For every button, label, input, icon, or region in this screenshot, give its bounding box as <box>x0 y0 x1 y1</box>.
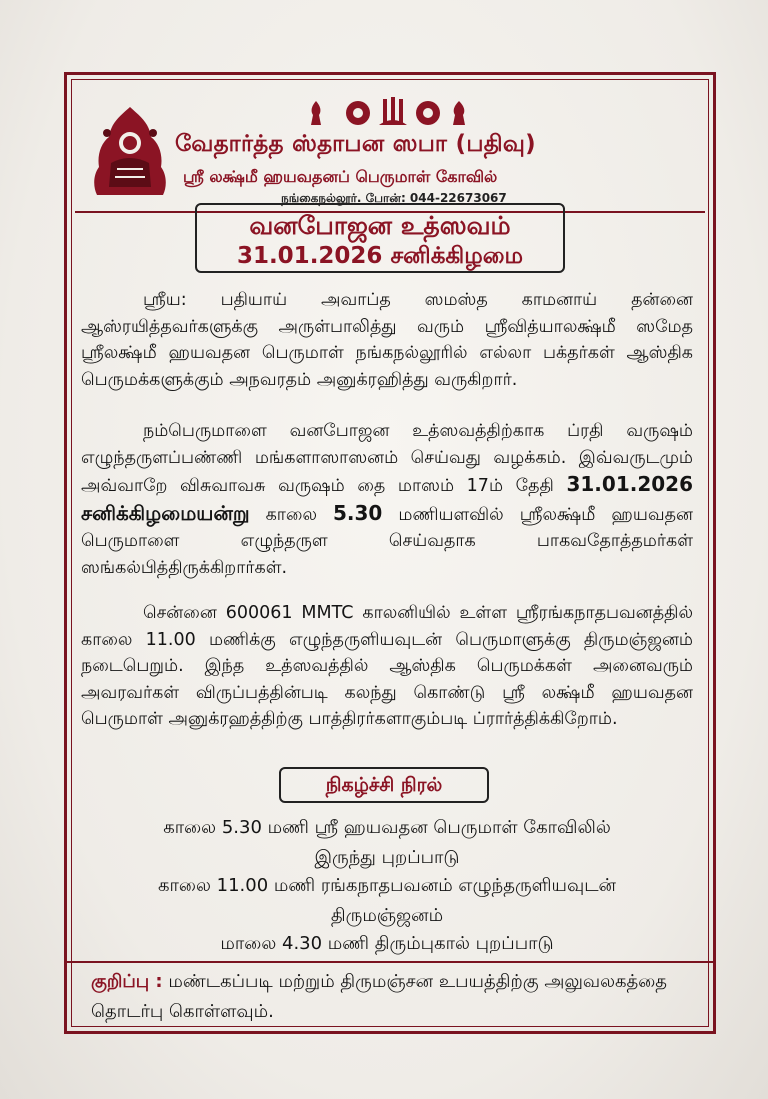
body-paragraph-2 <box>81 418 693 581</box>
event-title: வனபோஜன உத்ஸவம் <box>249 211 511 240</box>
programme-item-2-line-2: திருமஞ்ஜனம் <box>330 905 444 926</box>
header <box>75 87 705 207</box>
programme-item-2 <box>81 871 693 931</box>
para2-date: 31.01.2026 சனிக்கிழமையன்று <box>81 472 693 525</box>
programme-item-2-line-1: காலை 11.00 மணி ரங்கநாதபவனம் எழுந்தருளியவுடன் <box>158 875 616 896</box>
deity-emblem-icon <box>89 103 171 199</box>
address-phone: நங்கைநல்லூர். போன்: 044-22673067 <box>281 191 507 205</box>
programme-item-1-line-2: இருந்து புறப்பாடு <box>314 847 460 868</box>
para2-time: 5.30 <box>333 500 383 525</box>
sacred-symbols-icon <box>303 95 473 129</box>
note <box>91 967 691 1027</box>
note-text: மண்டகப்படி மற்றும் திருமஞ்சன உபயத்திற்கு அலுவலகத்தை தொடர்பு கொள்ளவும். <box>91 971 668 1022</box>
event-date: 31.01.2026 சனிக்கிழமை <box>236 243 524 269</box>
programme-item-1-line-1: காலை 5.30 மணி ஸ்ரீ ஹயவதன பெருமாள் கோவிலில் <box>163 817 611 838</box>
para2-text-c: மணியளவில் ஸ்ரீலக்ஷ்மீ ஹயவதன பெருமாளை எழுந்தருள செய்வதாக பாகவதோத்தமர்கள் ஸங்கல்பித்திருக்கிறார்கள். <box>81 504 693 578</box>
note-label: குறிப்பு : <box>91 971 163 992</box>
para2-text-b: காலை <box>265 504 317 525</box>
note-divider <box>67 961 713 963</box>
para2-text-a: நம்பெருமாளை வனபோஜன உத்ஸவத்திற்காக ப்ரதி வருஷம் எழுந்தருளப்பண்ணி மங்களாஸாஸனம் செய்வது வழக்கம். இவ்வருடமும் அவ்வாறே விசுவாவசு வருஷம் தை மாஸம் 17ம் தேதி <box>81 421 693 496</box>
programme-item-1 <box>81 813 693 873</box>
programme-item-3: மாலை 4.30 மணி திரும்புகால் புறப்பாடு <box>220 933 554 954</box>
event-title-box <box>195 203 565 273</box>
organization-name: வேதார்த்த ஸ்தாபன ஸபா (பதிவு) <box>175 131 536 157</box>
programme-title: நிகழ்ச்சி நிரல் <box>279 767 489 803</box>
body-paragraph-3: சென்னை 600061 MMTC காலனியில் உள்ள ஸ்ரீரங்கநாதபவனத்தில் காலை 11.00 மணிக்கு எழுந்தருளியவுடன் பெருமாளுக்கு திருமஞ்ஜனம் நடைபெறும். இந்த உத்ஸவத்தில் ஆஸ்திக பெருமக்கள் அனைவரும் அவரவர்கள் விருப்பத்தின்படி கலந்து கொண்டு ஸ்ரீ லக்ஷ்மீ ஹயவதன பெருமாள் அனுக்ரஹத்திற்கு பாத்திரர்களாகும்படி ப்ரார்த்திக்கிறோம். <box>81 603 693 729</box>
temple-name: ஸ்ரீ லக்ஷ்மீ ஹயவதனப் பெருமாள் கோவில் <box>183 167 498 186</box>
body-paragraph-1: ஸ்ரீய: பதியாய் அவாப்த ஸமஸ்த காமனாய் தன்னை ஆஸ்ரயித்தவர்களுக்கு அருள்பாலித்து வரும் ஸ்ரீவித்யாலக்ஷ்மீ ஸமேத ஸ்ரீலக்ஷ்மீ ஹயவதன பெருமாள் நங்கநல்லூரில் எல்லா பக்தர்கள் ஆஸ்திக பெருமக்களுக்கும் அநவரதம் அனுக்ரஹித்து வருகிறார். <box>81 290 693 390</box>
flyer-border <box>64 72 716 1034</box>
